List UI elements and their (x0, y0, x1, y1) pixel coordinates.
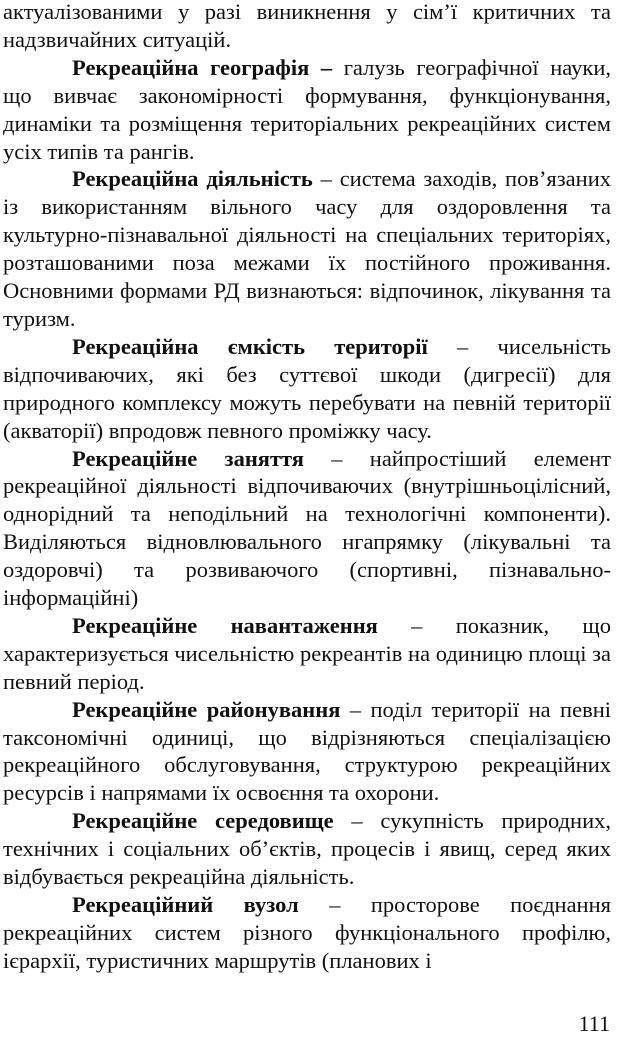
entry-definition: – чисельність відпочиваючих, які без суттєвої шкоди (дигресії) для природного комплексу можуть перебувати на певній території (акваторії) впродовж певного проміжку часу. (3, 333, 611, 443)
glossary-entry-recreational-geography (3, 54, 611, 166)
entry-term: Рекреаційне заняття (72, 445, 304, 471)
page-number: 111 (578, 1011, 610, 1036)
document-page (3, 0, 611, 975)
entry-definition: – поділ території на певні таксономічні одиниці, що відрізняються спеціалізацією рекреаційного обслуговування, структурою рекреаційних ресурсів і напрямами їх освоєння та охорони. (3, 696, 611, 806)
glossary-entry-recreational-environment (3, 807, 611, 891)
glossary-entry-recreational-occupation (3, 445, 611, 612)
entry-definition: – просторове поєднання рекреаційних систем різного функціонального профілю, ієрархії, туристичних маршрутів (планових і (3, 892, 611, 973)
continuation-paragraph: актуалізованими у разі виникнення у сім’ї критичних та надзвичайних ситуацій. (3, 0, 611, 52)
glossary-entry-recreational-load (3, 612, 611, 696)
entry-definition: галузь географічної науки, що вивчає закономірності формування, функціонування, динаміки та розміщення територіальних рекреаційних систем усіх типів та рангів. (3, 54, 611, 164)
entry-term: Рекреаційне навантаження (72, 612, 378, 638)
entry-term: Рекреаційна географія – (72, 54, 333, 80)
glossary-entry-recreational-activity (3, 165, 611, 332)
entry-term: Рекреаційне середовище (72, 808, 334, 834)
entry-term: Рекреаційна ємкість території (72, 333, 428, 359)
glossary-entry-recreational-node (3, 891, 611, 975)
entry-definition: – сукупність природних, технічних і соціальних об’єктів, процесів і явищ, серед яких відбувається рекреаційна діяльність. (3, 808, 611, 890)
glossary-entry-recreational-zoning (3, 696, 611, 808)
entry-definition: – найпростіший елемент рекреаційної діяльності відпочиваючих (внутрішньоцілісний, однорідний та неподільний на технологічні компоненти). Виділяються відновлювального нгапрямку (лікувальні та оздоровчі) та розвиваючого (спортивні, пізнавально-інформаційні) (3, 445, 611, 611)
entry-term: Рекреаційна діяльність (72, 166, 313, 192)
entry-term: Рекреаційне районування (72, 696, 341, 722)
entry-definition: – показник, що характеризується чисельністю рекреантів на одиницю площі за певний період. (3, 612, 611, 694)
entry-term: Рекреаційний вузол (72, 892, 299, 917)
entry-definition: – система заходів, пов’язаних із використанням вільного часу для оздоровлення та культурно-пізнавальної діяльності на спеціальних територіях, розташованими поза межами їх постійного проживання. Основними формами РД визнаються: відпочинок, лікування та туризм. (3, 166, 611, 331)
glossary-entry-recreational-capacity (3, 333, 611, 445)
